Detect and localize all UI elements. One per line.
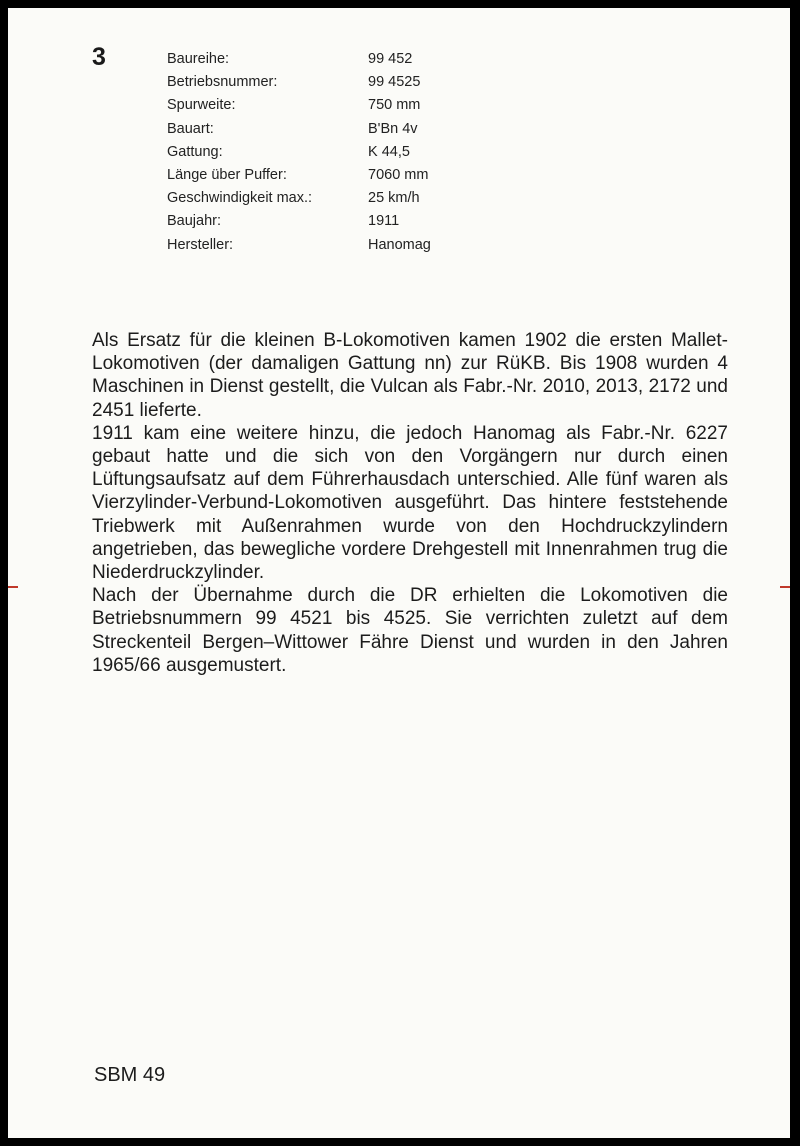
spec-value: Hanomag <box>368 236 431 253</box>
spec-row-laenge <box>167 164 431 187</box>
spec-label: Baureihe: <box>167 51 230 67</box>
spec-row-geschwindigkeit <box>167 187 431 210</box>
spec-label: Gattung: <box>167 143 223 160</box>
spec-value: K 44,5 <box>368 143 410 160</box>
spec-row-baureihe <box>167 48 431 71</box>
spec-label: Spurweite: <box>167 97 236 114</box>
spec-row-gattung <box>167 141 431 164</box>
spec-row-spurweite <box>167 94 431 117</box>
series-code: SBM 49 <box>94 1064 166 1086</box>
spec-label: Länge über Puffer: <box>167 167 287 184</box>
spec-label: Baujahr: <box>167 213 222 230</box>
paragraph: Nach der Übernahme durch die DR erhielten die Lokomotiven die Betriebsnummern 99 4521 bis 4525. Sie verrichten zuletzt auf dem Streckenteil Bergen–Wittower Fähre Dienst und wurden in den Jahren 1965/66 ausgemustert. <box>92 585 728 676</box>
spec-row-bauart <box>167 118 431 141</box>
edge-mark-left <box>8 586 18 588</box>
paragraph: Als Ersatz für die kleinen B-Lokomotiven kamen 1902 die ersten Mallet-Lokomotiven (der damaligen Gattung nn) zur RüKB. Bis 1908 wurden 4 Maschinen in Dienst gestellt, die Vulcan als Fabr.-Nr. 2010, 2013, 2172 und 2451 lieferte. <box>92 330 728 421</box>
spec-value: 7060 mm <box>368 167 429 184</box>
spec-row-baujahr <box>167 210 431 233</box>
spec-value: 99 4525 <box>368 74 421 91</box>
description-text <box>92 329 728 677</box>
spec-label: Geschwindigkeit max.: <box>167 190 313 207</box>
spec-label: Betriebsnummer: <box>167 74 278 91</box>
spec-value: B'Bn 4v <box>368 120 418 137</box>
spec-value: 750 mm <box>368 97 421 114</box>
spec-row-hersteller <box>167 234 431 257</box>
card-number: 3 <box>92 43 106 71</box>
spec-table <box>167 48 431 257</box>
edge-mark-right <box>780 586 790 588</box>
paragraph: 1911 kam eine weitere hinzu, die jedoch Hanomag als Fabr.-Nr. 6227 gebaut hatte und die sich von den Vorgängern nur durch einen Lüftungsaufsatz auf dem Führerhausdach unterschied. Alle fünf waren als Vierzylinder-Verbund-Lokomotiven ausgeführt. Das hintere feststehende Triebwerk mit Außenrahmen wurde von den Hochdruckzylindern angetrieben, das bewegliche vordere Drehgestell mit Innenrahmen trug die Niederdruckzylinder. <box>92 422 728 584</box>
spec-value: 25 km/h <box>368 190 420 207</box>
spec-label: Bauart: <box>167 120 214 137</box>
spec-value: 99 452 <box>368 51 413 67</box>
spec-value: 1911 <box>368 213 400 230</box>
spec-label: Hersteller: <box>167 236 234 253</box>
collector-card <box>8 8 790 1138</box>
spec-row-betriebsnummer <box>167 71 431 94</box>
